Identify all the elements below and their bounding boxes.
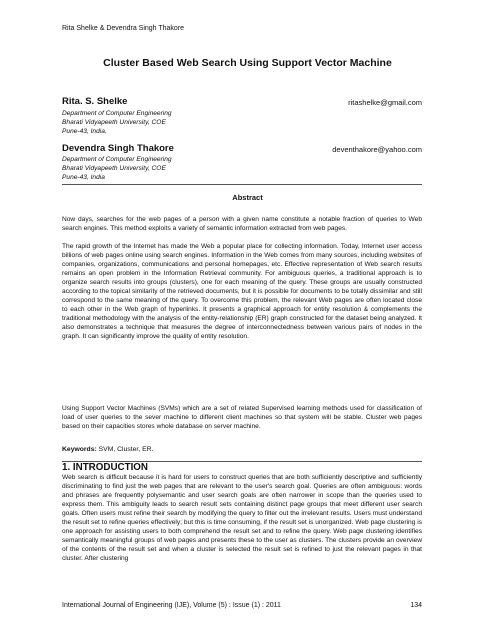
page-number: 134 (410, 602, 422, 609)
author-affiliation (62, 155, 172, 183)
author-name: Devendra Singh Thakore (62, 143, 174, 154)
journal-footer: International Journal of Engineering (IJE), Volume (5) : Issue (1) : 2011 (62, 602, 281, 609)
author-name: Rita. S. Shelke (62, 96, 128, 107)
abstract-paragraph: The rapid growth of the Internet has made the Web a popular place for collecting information. Today, Internet user access billions of web pages online using search engines. Information in the Web comes from many sources, including websites of companies, organizations, communications and personal homepages, etc. Effective representation of Web search results remains an open problem in the Information Retrieval community. For ambiguous queries, a traditional approach is to organize search results into groups (clusters), one for each meaning of the query. These groups are usually constructed according to the topical similarity of the retrieved documents, but it is possible for documents to be totally dissimilar and still correspond to the same meaning of the query. To overcome this problem, the relevant Web pages are often located close to each other in the Web graph of hyperlinks. It presents a graphical approach for entity resolution & complements the traditional methodology with the analysis of the entity-relationship (ER) graph constructed for the dataset being analyzed. It also demonstrates a technique that measures the degree of interconnectedness between various pairs of nodes in the graph. It can significantly improve the quality of entity resolution. (62, 243, 422, 341)
abstract-paragraph: Using Support Vector Machines (SVMs) which are a set of related Supervised learning methods used for classification of load of user queries to the sever machine to different client machines so that system will be stable. Cluster web pages based on their capacities stores whole database on server machine. (62, 405, 422, 431)
paper-title: Cluster Based Web Search Using Support Vector Machine (103, 57, 392, 69)
intro-paragraph: Web search is difficult because it is hard for users to construct queries that are both sufficiently descriptive and sufficiently discriminating to find just the web pages that are relevant to the user's search goal. Queries are often ambiguous: words and phrases are frequently polysemantic and user search goals are often narrower in scope than the queries used to express them. This ambiguity leads to search result sets containing distinct page groups that meet different user search goals. Often users must refine their search by modifying the query to filter out the irrelevant results. Users must understand the result set to refine queries effectively; but this is time consuming, if the result set is unorganized. Web page clustering is one approach for assisting users to both comprehend the result set and to refine the query. Web page clustering identifies semantically meaningful groups of web pages and presents these to the user as clusters. The clusters provide an overview of the contents of the result set and when a cluster is selected the result set is refined to just the relevant pages in that cluster. After clustering (62, 474, 422, 563)
divider (62, 184, 422, 185)
affiliation-line: Department of Computer Engineering (62, 110, 172, 117)
author-affiliation (62, 109, 172, 137)
section-heading: 1. INTRODUCTION (62, 462, 148, 473)
author-email: deventhakore@yahoo.com (332, 145, 422, 154)
author-email: ritashelke@gmail.com (348, 98, 422, 107)
abstract-heading: Abstract (232, 193, 263, 202)
affiliation-line: Pune-43, India. (62, 128, 107, 136)
affiliation-line: Bharati Vidyapeeth University, COE (62, 165, 166, 173)
affiliation-line: Department of Computer Engineering (62, 156, 172, 163)
affiliation-line: Bharati Vidyapeeth University, COE (62, 119, 166, 127)
running-head: Rita Shelke & Devendra Singh Thakore (62, 25, 185, 32)
keywords-label: Keywords: (62, 446, 97, 453)
keywords-value: SVM, Cluster, ER. (98, 446, 154, 453)
keywords (62, 446, 153, 453)
affiliation-line: Pune-43, India (62, 174, 105, 182)
abstract-paragraph: Now days, searches for the web pages of a person with a given name constitute a notable fraction of queries to Web search engines. This method exploits a variety of semantic information extracted from web pages. (62, 216, 422, 233)
